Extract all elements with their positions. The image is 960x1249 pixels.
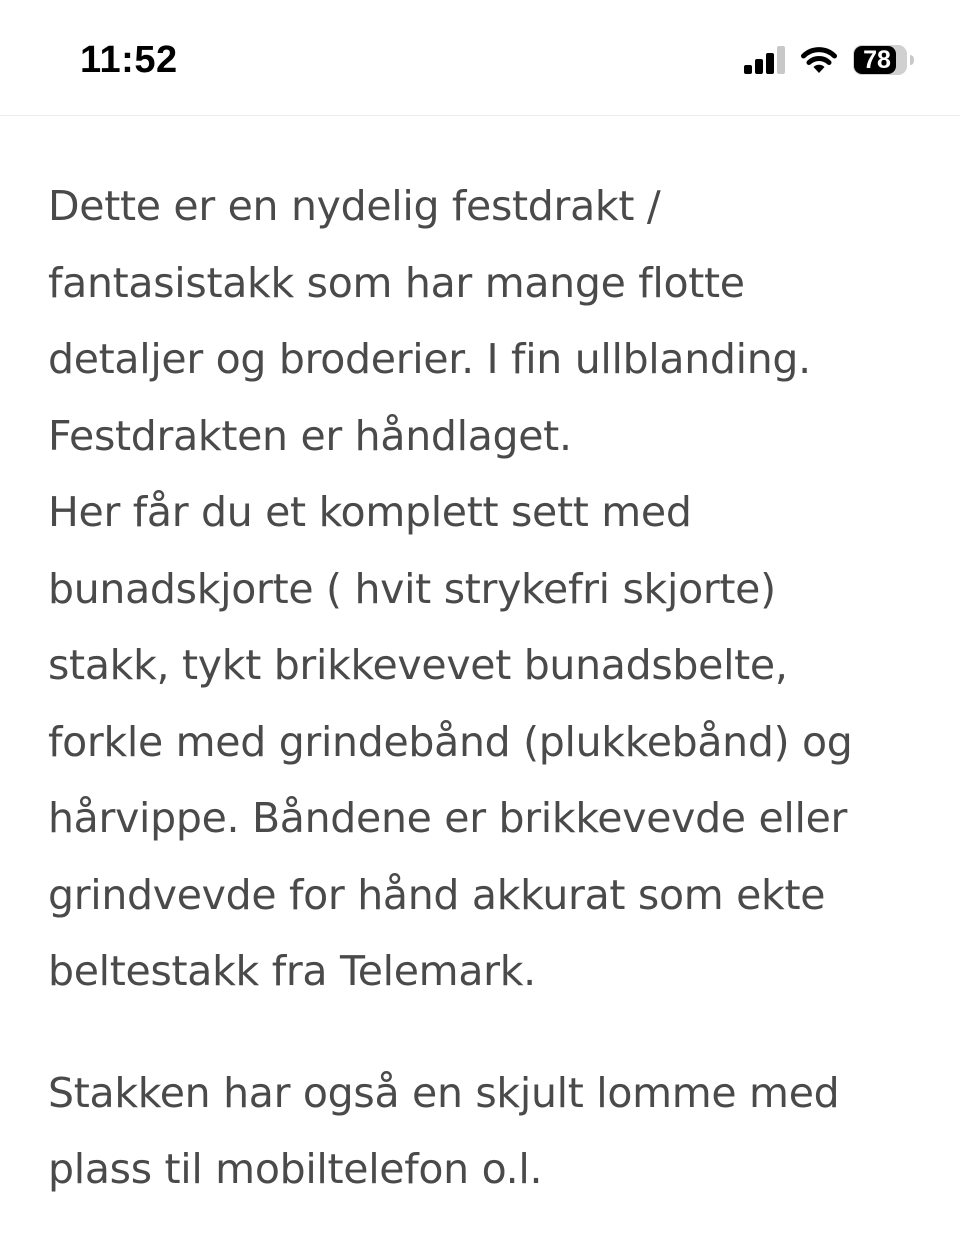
description-paragraph: Dette er en nydelig festdrakt / fantasistakk som har mange flotte detaljer og broderier. I fin ullblanding. Festdrakten er håndlaget. Her får du et komplett sett med bunadskjorte ( hvit strykefri skjorte) stakk, tykt brikkevevet bunadsbelte, forkle med grindebånd (plukkebånd) og hårvippe. Båndene er brikkevevde eller grindvevde for hånd akkurat som ekte beltestakk fra Telemark. bbox=[48, 182, 853, 995]
battery-level-text: 78 bbox=[863, 46, 891, 74]
signal-bar-1 bbox=[744, 65, 752, 74]
description-paragraph: Stakken har også en skjult lomme med plass til mobiltelefon o.l. bbox=[48, 1068, 840, 1193]
description-body bbox=[48, 168, 928, 1208]
signal-bar-4 bbox=[777, 46, 785, 74]
signal-bar-3 bbox=[766, 53, 774, 74]
signal-bar-2 bbox=[755, 59, 763, 74]
status-bar bbox=[0, 0, 960, 116]
status-time: 11:52 bbox=[80, 39, 178, 81]
cellular-signal-icon bbox=[744, 46, 786, 74]
wifi-icon bbox=[800, 46, 838, 74]
